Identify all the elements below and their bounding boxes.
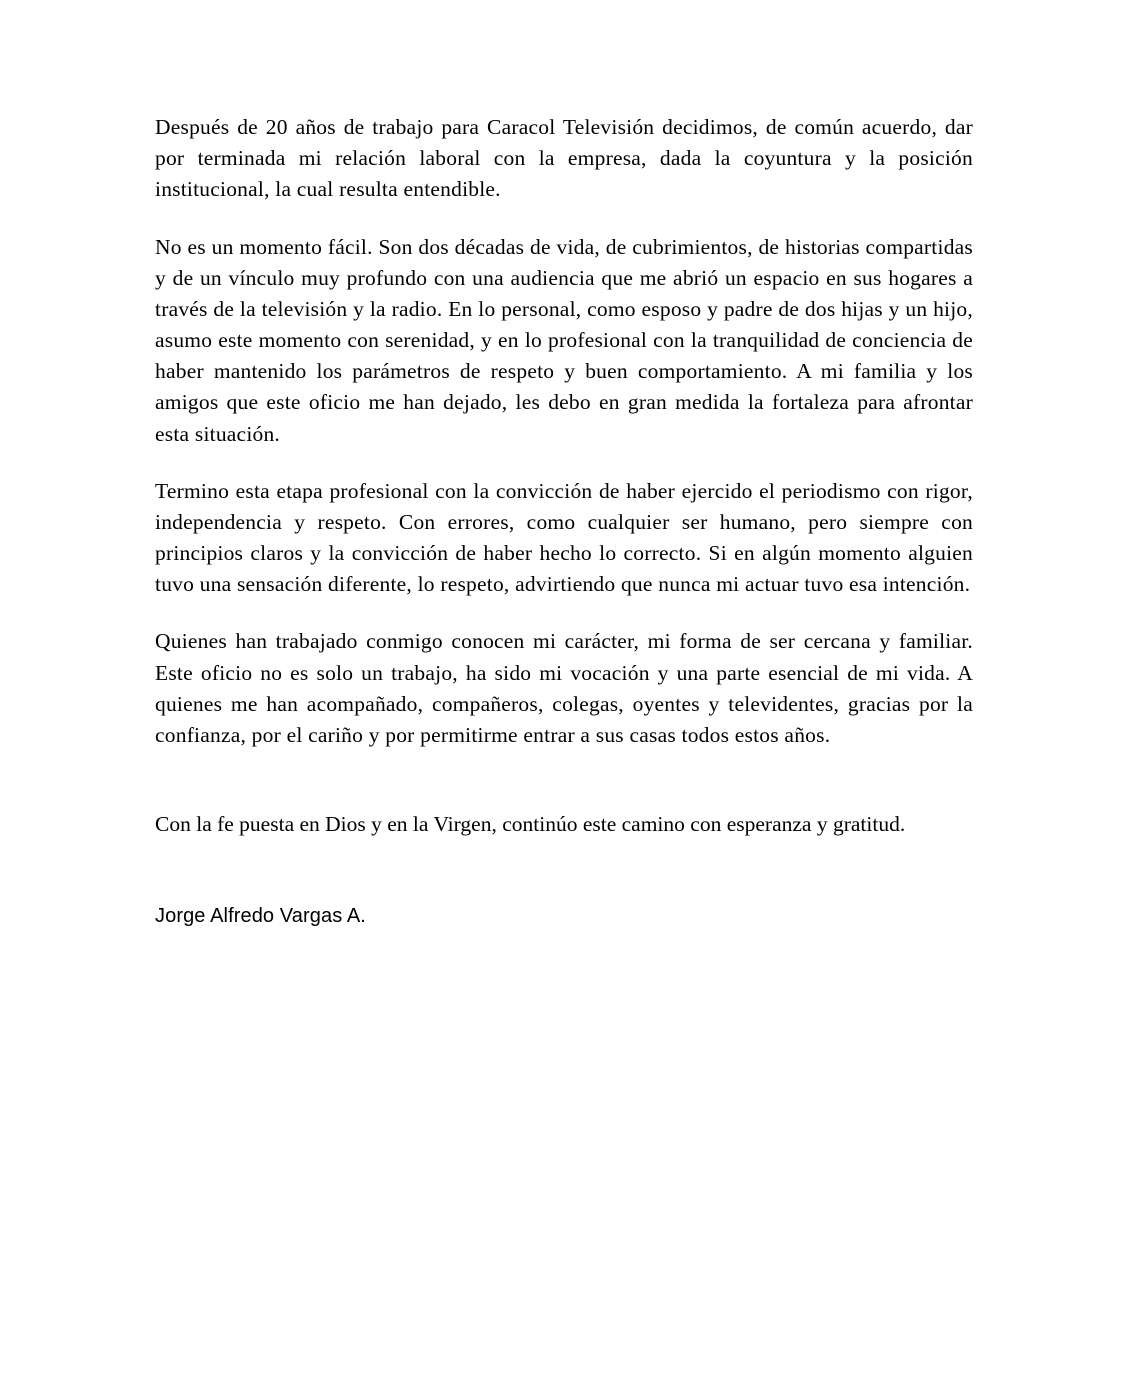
closing-line: Con la fe puesta en Dios y en la Virgen, continúo este camino con esperanza y gratitud. xyxy=(155,812,906,837)
paragraph-2: No es un momento fácil. Son dos décadas de vida, de cubrimientos, de historias compartidas y de un vínculo muy profundo con una audiencia que me abrió un espacio en sus hogares a través de la televisión y la radio. En lo personal, como esposo y padre de dos hijas y un hijo, asumo este momento con serenidad, y en lo profesional con la tranquilidad de conciencia de haber mantenido los parámetros de respeto y buen comportamiento. A mi familia y los amigos que este oficio me han dejado, les debo en gran medida la fortaleza para afrontar esta situación. xyxy=(155,234,973,446)
signature-name: Jorge Alfredo Vargas A. xyxy=(155,905,366,928)
paragraph-3: Termino esta etapa profesional con la convicción de haber ejercido el periodismo con rigor, independencia y respeto. Con errores, como cualquier ser humano, pero siempre con principios claros y la convicción de haber hecho lo correcto. Si en algún momento alguien tuvo una sensación diferente, lo respeto, advirtiendo que nunca mi actuar tuvo esa intención. xyxy=(155,478,973,597)
paragraph-1: Después de 20 años de trabajo para Caracol Televisión decidimos, de común acuerdo, dar por terminada mi relación laboral con la empresa, dada la coyuntura y la posición institucional, la cual resulta entendible. xyxy=(155,115,973,202)
paragraph-4: Quienes han trabajado conmigo conocen mi carácter, mi forma de ser cercana y familiar. Este oficio no es solo un trabajo, ha sido mi vocación y una parte esencial de mi vida. A quienes me han acompañado, compañeros, colegas, oyentes y televidentes, gracias por la confianza, por el cariño y por permitirme entrar a sus casas todos estos años. xyxy=(155,629,973,747)
letter-body xyxy=(155,112,973,930)
